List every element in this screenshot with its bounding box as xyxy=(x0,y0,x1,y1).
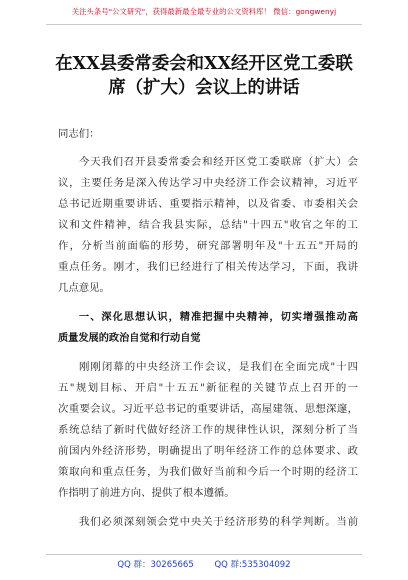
paragraph-line: 今天我们召开县委常委会和经开区党工委联席（扩大）会 xyxy=(79,156,358,168)
document-title xyxy=(40,52,368,100)
paragraph-line: 刚刚闭幕的中央经济工作会议，是我们在全面完成"十四 xyxy=(79,361,358,373)
paragraph-line: 次重要会议。习近平总书记的重要讲话，高屋建瓴、思想深邃， xyxy=(58,403,358,415)
title-line: 席（扩大）会议上的讲话 xyxy=(108,78,300,98)
paragraphs xyxy=(58,152,358,533)
paragraph-line: 几点意见。 xyxy=(58,282,110,294)
footer xyxy=(0,558,408,570)
paragraph-line: 总书记近期重要讲话、重要指示精神，以及省委、市委相关会 xyxy=(58,198,358,210)
paragraph-line: 作，分析当前面临的形势，研究部署明年及"十五五"开局的 xyxy=(58,240,358,252)
paragraph-line: 我们必须深刻领会党中央关于经济形势的科学判断。当前 xyxy=(79,516,358,528)
body-paragraph xyxy=(58,512,358,533)
paragraph-line: 作指明了前进方向、提供了根本遵循。 xyxy=(58,487,235,499)
footer-divider xyxy=(46,554,362,555)
paragraph-line: 前国内外经济形势，明确提出了明年经济工作的总体要求、政 xyxy=(58,445,358,457)
salutation: 同志们： xyxy=(58,128,100,140)
paragraph-line: 议和文件精神，结合我县实际，总结"十四五"收官之年的工 xyxy=(58,219,358,231)
body-paragraph xyxy=(58,152,358,299)
document-body xyxy=(58,126,358,533)
qq-group-secondary: QQ 群:535304092 xyxy=(214,560,291,570)
top-banner: 关注头条号"公文研究"，获得最新最全最专业的公文资料库！ 微信：gongwenyj xyxy=(71,7,337,16)
qq-group-primary: QQ 群：30265665 xyxy=(117,560,194,570)
title-line: 在XX县委常委会和XX经开区党工委联 xyxy=(55,54,353,74)
paragraph-line: 系统总结了新时代做好经济工作的规律性认识，深刻分析了当 xyxy=(58,424,358,436)
body-paragraph xyxy=(58,357,358,504)
section-heading xyxy=(58,307,358,349)
paragraph-line: 议，主要任务是深入传达学习中央经济工作会议精神，习近平 xyxy=(58,177,358,189)
heading-line: 一、深化思想认识，精准把握中央精神，切实增强推动高 xyxy=(79,312,358,323)
header-divider xyxy=(46,24,362,25)
paragraph-line: 五"规划目标、开启"十五五"新征程的关键节点上召开的一 xyxy=(58,382,358,394)
paragraph-line: 策取向和重点任务，为我们做好当前和今后一个时期的经济工 xyxy=(58,466,358,478)
heading-line: 质量发展的政治自觉和行动自觉 xyxy=(58,333,201,344)
paragraph-line: 重点任务。刚才，我们已经进行了相关传达学习，下面，我讲 xyxy=(58,261,358,273)
